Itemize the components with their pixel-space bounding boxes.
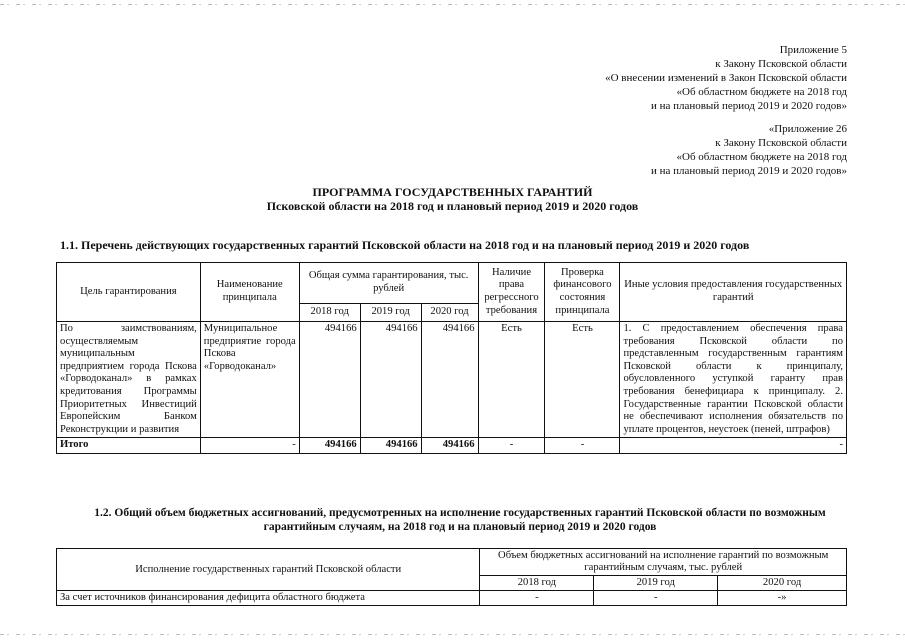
cell-2019: 494166 [360,322,421,438]
attachment-line: к Закону Псковской области [715,58,847,70]
header-year-2019: 2019 год [360,304,421,322]
attachment-line: Приложение 5 [779,44,847,56]
header-year-2018: 2018 год [299,304,360,322]
header-year-2020: 2020 год [421,304,478,322]
cell-purpose: По заимствованиям, осуществляемым муниципальным предприятием города Пскова «Горводоканал» в рамках кредитования Программы Приоритетных Инвестиций Европейским Банком Реконструкции и развития [57,322,201,438]
section-1-heading: 1.1. Перечень действующих государственных гарантий Псковской области на 2018 год и на плановый период 2019 и 2020 годов [60,238,750,252]
title-line-1: ПРОГРАММА ГОСУДАРСТВЕННЫХ ГАРАНТИЙ [312,185,593,199]
header-recourse: Наличие права регрессного требования [478,263,545,322]
attachment-line: «Об областном бюджете на 2018 год [676,151,847,163]
cell-2018: 494166 [299,322,360,438]
cell-source-label: За счет источников финансирования дефицита областного бюджета [57,591,480,606]
guarantees-table [56,262,847,454]
table-row [57,322,847,438]
scan-edge-top [0,4,905,5]
header-year-2019: 2019 год [594,576,718,591]
title-line-2: Псковской области на 2018 год и плановый период 2019 и 2020 годов [266,199,639,213]
attachment-line: и на плановый период 2019 и 2020 годов» [650,165,847,177]
header-total-sum: Общая сумма гарантирования, тыс. рублей [299,263,478,304]
total-financial-check: - [545,438,620,454]
section-2-heading: 1.2. Общий объем бюджетных ассигнований, предусмотренных на исполнение государственных гарантий Псковской области по возможным гарантийным случаям, на 2018 год и на плановый период 2019 и 2020 годов [94,507,826,533]
cell-2018: - [480,591,594,606]
attachment-line: и на плановый период 2019 и 2020 годов» [650,100,847,112]
cell-2020: 494166 [421,322,478,438]
cell-recourse: Есть [478,322,545,438]
total-label: Итого [57,438,201,454]
total-principal: - [200,438,299,454]
attachment-5-note [605,43,847,113]
header-volume: Объем бюджетных ассигнований на исполнение гарантий по возможным гарантийным случаям, тыс. рублей [480,549,847,576]
document-title [0,185,905,213]
header-purpose: Цель гарантирования [57,263,201,322]
total-2018: 494166 [299,438,360,454]
cell-2020: -» [718,591,847,606]
attachment-line: «О внесении изменений в Закон Псковской области [605,72,847,84]
header-other-conditions: Иные условия предоставления государственных гарантий [620,263,847,322]
total-2019: 494166 [360,438,421,454]
attachment-26-note [651,122,847,178]
scan-edge-bottom [0,634,905,635]
table-row [57,591,847,606]
header-execution: Исполнение государственных гарантий Псковской области [57,549,480,591]
total-2020: 494166 [421,438,478,454]
attachment-line: к Закону Псковской области [715,137,847,149]
cell-2019: - [594,591,718,606]
attachment-line: «Об областном бюджете на 2018 год [676,86,847,98]
header-financial-check: Проверка финансового состояния принципала [545,263,620,322]
attachment-line: «Приложение 26 [768,123,847,135]
header-principal: Наименование принципала [200,263,299,322]
total-row [57,438,847,454]
total-other-conditions: - [620,438,847,454]
cell-other-conditions: 1. С предоставлением обеспечения права требования Псковской области по представленным государственным гарантиям Псковской области к принципалу, обусловленного уступкой гаранту прав требования бенефициара к принципалу. 2. Государственные гарантии Псковской области не обеспечивают исполнения обязательств по уплате процентов, неустоек (пеней, штрафов) [620,322,847,438]
cell-financial-check: Есть [545,322,620,438]
header-year-2018: 2018 год [480,576,594,591]
header-year-2020: 2020 год [718,576,847,591]
allocations-table [56,548,847,606]
total-recourse: - [478,438,545,454]
cell-principal: Муниципальное предприятие города Пскова «Горводоканал» [200,322,299,438]
